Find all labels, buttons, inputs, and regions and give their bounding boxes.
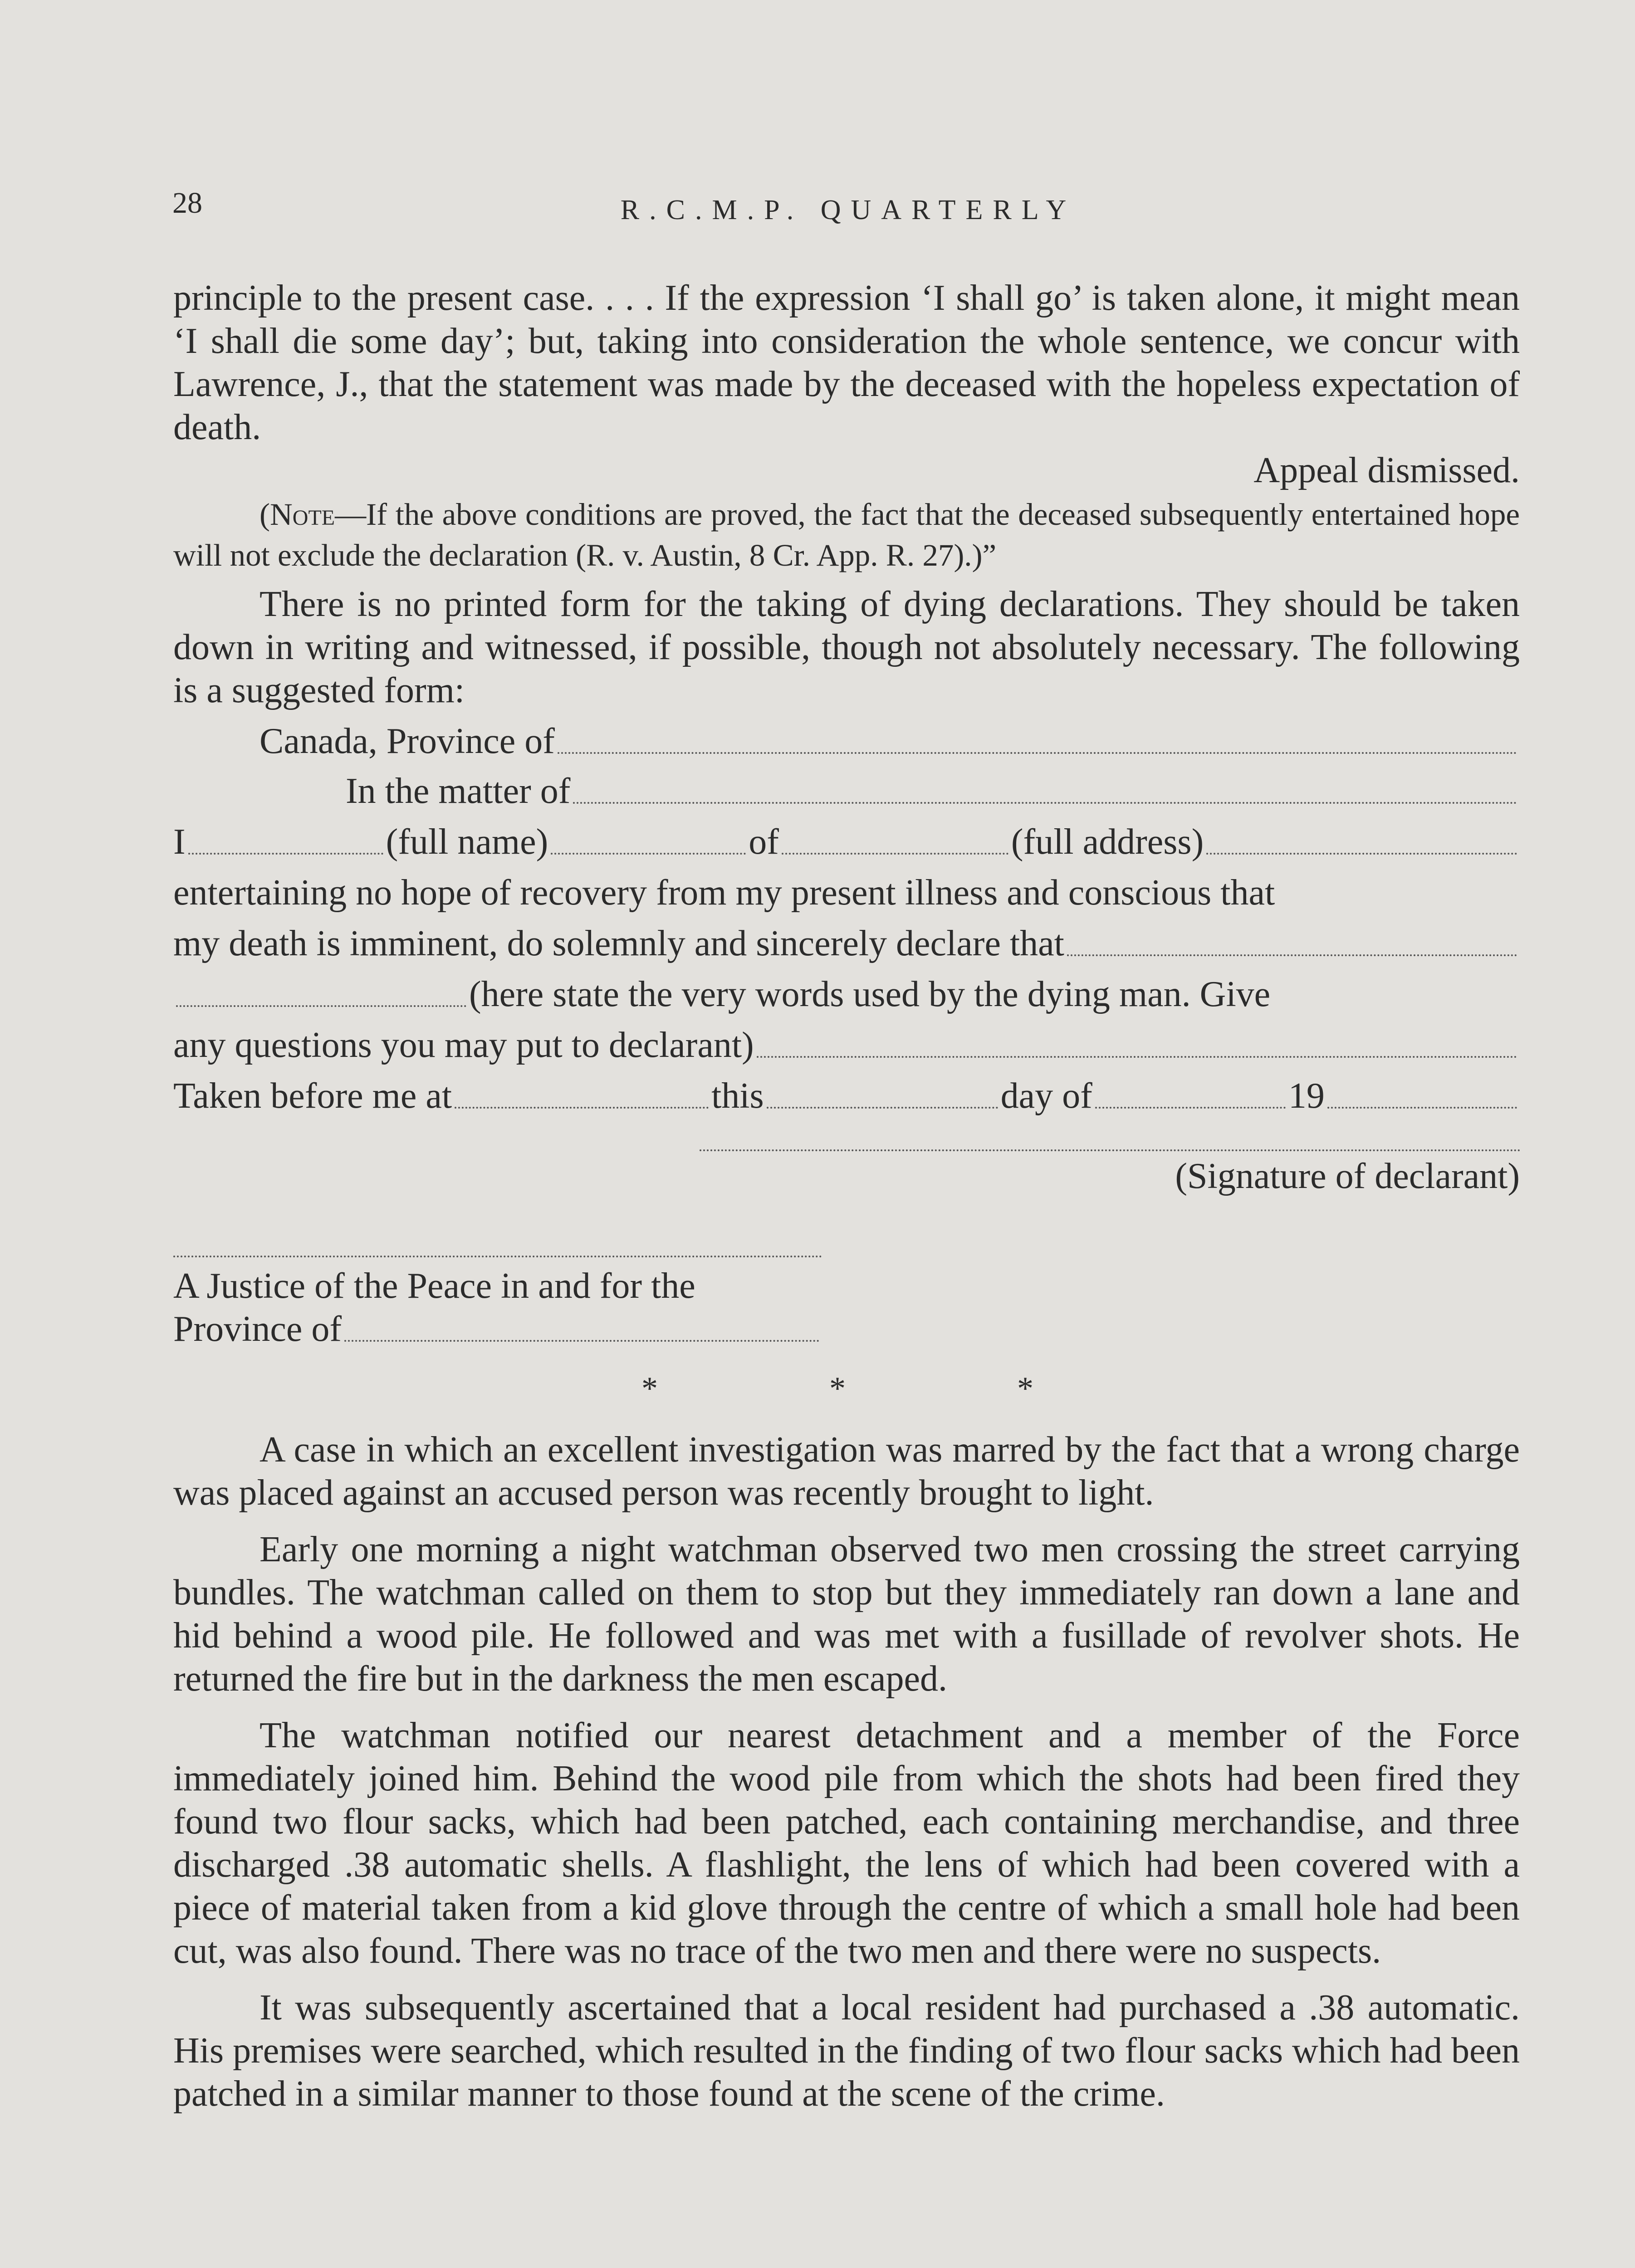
signature-blank — [700, 1118, 1521, 1151]
form-label-full-address: (full address) — [1011, 822, 1204, 862]
section-separator: * * * — [641, 1370, 1115, 1407]
form-text-declare: my death is imminent, do solemnly and sincerely declare that — [173, 924, 1064, 963]
note-head: (Note — [259, 497, 335, 532]
page-number: 28 — [172, 186, 202, 220]
form-blank-address — [782, 853, 1008, 855]
form-line-declare — [173, 914, 1520, 965]
form-label-taken-before: Taken before me at — [173, 1076, 452, 1116]
form-line-taken-before — [173, 1067, 1520, 1118]
form-line-matter — [173, 763, 1520, 813]
intro-paragraph: principle to the present case. . . . If the expression ‘I shall go’ is taken alone, it might mean ‘I shall die some day’; but, taking into consideration the whole sentence, we concur with Lawrence, J., that the statement was made by the deceased with the hopeless expectation of death. — [173, 278, 1520, 447]
form-blank-words — [176, 1005, 466, 1007]
form-label-this: this — [711, 1076, 764, 1116]
form-blank-name — [188, 853, 383, 855]
form-blank-matter — [573, 802, 1517, 804]
form-label-day-of: day of — [1000, 1076, 1092, 1116]
form-blank-province — [558, 752, 1517, 754]
form-blank-of — [551, 853, 746, 855]
running-title: R.C.M.P. QUARTERLY — [620, 195, 1077, 225]
appeal-dismissed: Appeal dismissed. — [1253, 450, 1520, 490]
signature-label: (Signature of declarant) — [1175, 1156, 1520, 1196]
case-paragraph-4: It was subsequently ascertained that a local resident had purchased a .38 automatic. His premises were searched, which resulted in the finding of two flour sacks which had been patched in a similar manner to those found at the scene of the crime. — [173, 1988, 1520, 2114]
dying-declaration-form — [173, 712, 1520, 1351]
form-text-questions: any questions you may put to declarant) — [173, 1025, 754, 1065]
editor-note — [173, 494, 1520, 576]
justice-signature-blank — [173, 1201, 822, 1257]
case-paragraph-2: Early one morning a night watchman observed two men crossing the street carrying bundles. The watchman called on them to stop but they immediately ran down a lane and hid behind a wood pile. He followed and was met with a fusillade of revolver shots. He returned the fire but in the darkness the men escaped. — [173, 1530, 1520, 1699]
form-label-province-of: Province of — [173, 1309, 342, 1349]
form-blank-day — [767, 1107, 998, 1109]
page-header — [172, 181, 1524, 236]
form-line-name-address — [173, 813, 1520, 864]
justice-label: A Justice of the Peace in and for the — [173, 1266, 695, 1306]
form-blank-address-end — [1206, 853, 1517, 855]
case-paragraph-3: The watchman notified our nearest detachment and a member of the Force immediately joined him. Behind the wood pile from which the shots had been fired they found two flour sacks, which had been patched, each containing merchandise, and three discharged .38 automatic shells. A flashlight, the lens of which had been covered with a piece of material taken from a kid glove through the centre of which a small hole had been cut, was also found. There was no trace of the two men and there were no suspects. — [173, 1716, 1520, 1971]
form-blank-place — [455, 1107, 709, 1109]
form-intro-paragraph: There is no printed form for the taking of dying declarations. They should be taken down in writing and witnessed, if possible, though not absolutely necessary. The following is a suggested form: — [173, 584, 1520, 710]
note-body: —If the above conditions are proved, the fact that the deceased subsequently entertained hope will not exclude the declaration (R. v. Austin, 8 Cr. App. R. 27).)” — [173, 497, 1520, 572]
form-line-questions — [173, 1016, 1520, 1067]
form-label-year: 19 — [1288, 1076, 1325, 1116]
form-line-province — [173, 712, 1520, 763]
form-line-entertaining — [173, 864, 1520, 914]
form-line-province-of — [173, 1308, 822, 1351]
form-text-here-state: (here state the very words used by the dying man. Give — [469, 974, 1271, 1014]
form-label-i: I — [173, 822, 186, 862]
form-line-here-state — [173, 965, 1520, 1016]
form-blank-province-of — [344, 1340, 819, 1342]
form-blank-questions — [757, 1056, 1517, 1058]
form-label-of: of — [749, 822, 779, 862]
form-blank-year — [1327, 1107, 1517, 1109]
case-paragraph-1: A case in which an excellent investigation was marred by the fact that a wrong charge was placed against an accused person was recently brought to light. — [173, 1430, 1520, 1513]
form-blank-month — [1095, 1107, 1286, 1109]
page-body — [173, 277, 1520, 2116]
form-blank-declare — [1067, 954, 1517, 956]
form-label-matter: In the matter of — [346, 771, 571, 811]
form-label-full-name: (full name) — [386, 822, 548, 862]
form-label-canada: Canada, Province of — [259, 721, 555, 761]
form-text-entertaining: entertaining no hope of recovery from my present illness and conscious that — [173, 873, 1275, 913]
